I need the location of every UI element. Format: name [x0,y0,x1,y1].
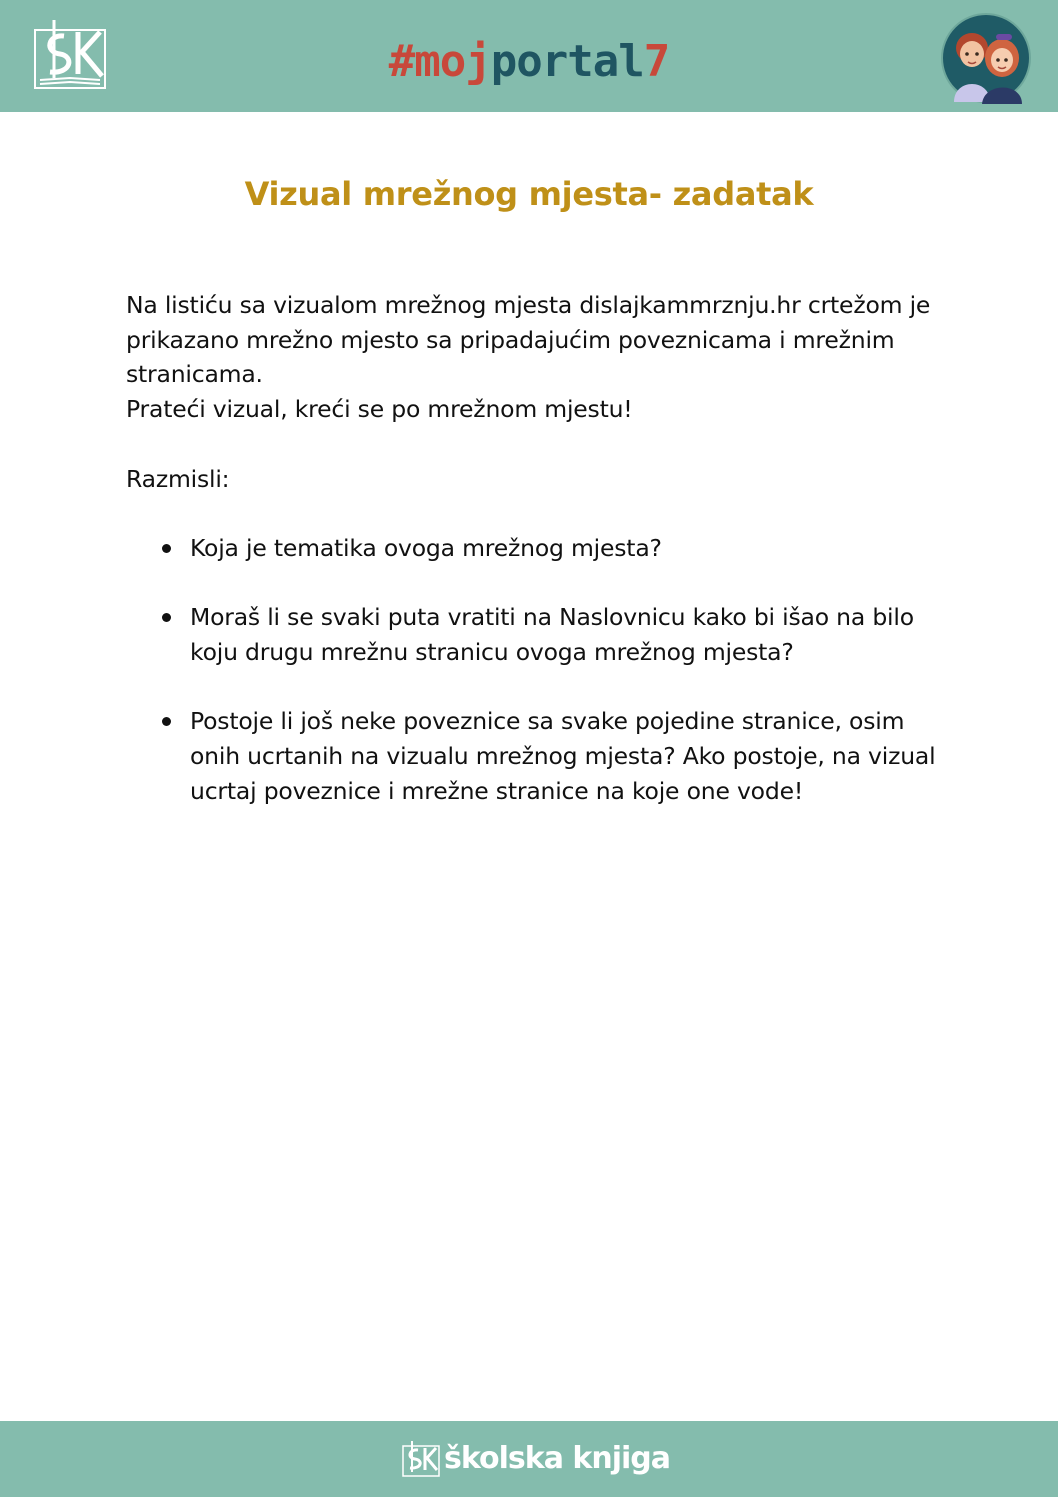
question-item [126,704,946,808]
question-1-line-1: Koja je tematika ovoga mrežnog mjesta? [190,533,662,562]
skolska-knjiga-footer-logo [402,1440,440,1478]
brand-title-moj: moj [414,36,491,87]
publisher-name: školska knjiga [444,1441,670,1476]
question-3-line-2: onih ucrtanih na vizualu mrežnog mjesta? Ako postoje, na vizual [190,742,936,771]
brand-title-number: 7 [643,36,670,87]
brand-title-hash: # [388,36,415,87]
questions-list [126,531,946,809]
question-item [126,531,946,566]
bullet-icon [162,544,171,553]
footer-band [0,1421,1058,1497]
header-band [0,0,1058,112]
prompt-text: Razmisli: [126,464,230,493]
bullet-icon [162,613,171,622]
bullet-icon [162,717,171,726]
brand-title-portal: portal [490,36,644,87]
intro-line-3: stranicama. [126,360,263,389]
document-title: Vizual mrežnog mjesta- zadatak [244,175,814,213]
intro-line-4: Prateći vizual, kreći se po mrežnom mjestu! [126,395,633,424]
document-body [126,288,946,808]
question-2-line-2: koju drugu mrežnu stranicu ovoga mrežnog mjesta? [190,637,794,666]
question-3-line-1: Postoje li još neke poveznice sa svake pojedine stranice, osim [190,707,905,736]
question-item [126,600,946,669]
question-2-line-1: Moraš li se svaki puta vratiti na Naslovnicu kako bi išao na bilo [190,603,914,632]
kids-avatar-icon [940,12,1032,104]
question-3-line-3: ucrtaj poveznice i mrežne stranice na koje one vode! [190,776,804,805]
intro-line-2: prikazano mrežno mjesto sa pripadajućim poveznicama i mrežnim [126,325,895,354]
intro-line-1: Na listiću sa vizualom mrežnog mjesta dislajkammrznju.hr crtežom je [126,291,931,319]
brand-title [0,34,1058,90]
